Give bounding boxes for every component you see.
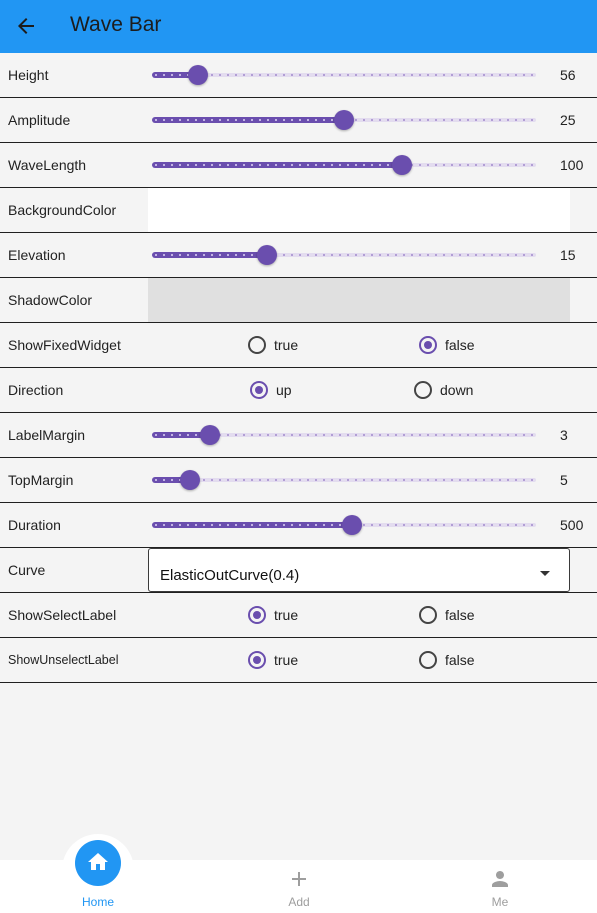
setting-label: TopMargin xyxy=(8,472,74,488)
slider-thumb[interactable] xyxy=(180,470,200,490)
setting-label: Curve xyxy=(8,562,46,578)
setting-row-amplitude xyxy=(0,98,597,143)
page-title: Wave Bar xyxy=(70,13,162,36)
setting-value: 500 xyxy=(560,517,584,533)
setting-row-duration xyxy=(0,503,597,548)
radio-label-true: true xyxy=(274,652,299,668)
radio-label-false: false xyxy=(445,652,475,668)
nav-item-home[interactable] xyxy=(75,840,121,886)
duration-slider[interactable] xyxy=(152,503,536,547)
setting-value: 25 xyxy=(560,112,576,128)
top-margin-slider[interactable] xyxy=(152,458,536,502)
setting-row-background-color xyxy=(0,188,597,233)
radio-label-down: down xyxy=(440,382,474,398)
radio-button-true[interactable] xyxy=(248,336,266,354)
setting-label: Duration xyxy=(8,517,61,533)
height-slider[interactable] xyxy=(152,53,536,97)
caret-down-icon xyxy=(540,571,550,576)
person-icon[interactable] xyxy=(488,867,512,891)
radio-button-false[interactable] xyxy=(419,651,437,669)
nav-label-home[interactable]: Home xyxy=(81,895,114,909)
slider-fill-ticks xyxy=(152,119,344,121)
slider-thumb[interactable] xyxy=(257,245,277,265)
slider-thumb[interactable] xyxy=(392,155,412,175)
setting-row-top-margin xyxy=(0,458,597,503)
radio-label-true: true xyxy=(274,607,299,623)
label-margin-slider[interactable] xyxy=(152,413,536,457)
setting-label: BackgroundColor xyxy=(8,202,117,218)
setting-value: 15 xyxy=(560,247,576,263)
setting-row-curve xyxy=(0,548,597,593)
radio-label-up: up xyxy=(276,382,292,398)
radio-label-true: true xyxy=(274,337,299,353)
home-icon xyxy=(86,850,110,874)
radio-button-up[interactable] xyxy=(250,381,268,399)
radio-label-false: false xyxy=(445,337,475,353)
setting-label: Direction xyxy=(8,382,64,398)
setting-row-elevation xyxy=(0,233,597,278)
setting-label: Height xyxy=(8,67,49,83)
radio-button-true[interactable] xyxy=(248,651,266,669)
setting-row-show-fixed-widget xyxy=(0,323,597,368)
wavelength-slider[interactable] xyxy=(152,143,536,187)
setting-value: 3 xyxy=(560,427,568,443)
setting-value: 56 xyxy=(560,67,576,83)
setting-label: ShadowColor xyxy=(8,292,93,308)
amplitude-slider[interactable] xyxy=(152,98,536,142)
app-bar xyxy=(0,0,597,53)
slider-fill-ticks xyxy=(152,254,267,256)
setting-row-show-unselect-label xyxy=(0,638,597,683)
slider-ticks xyxy=(152,479,536,481)
radio-button-false[interactable] xyxy=(419,606,437,624)
slider-thumb[interactable] xyxy=(334,110,354,130)
radio-button-false[interactable] xyxy=(419,336,437,354)
setting-label: Elevation xyxy=(8,247,66,263)
background-color-swatch[interactable] xyxy=(148,188,570,232)
slider-ticks xyxy=(152,74,536,76)
setting-row-label-margin xyxy=(0,413,597,458)
radio-button-true[interactable] xyxy=(248,606,266,624)
setting-row-direction xyxy=(0,368,597,413)
setting-value: 5 xyxy=(560,472,568,488)
elevation-slider[interactable] xyxy=(152,233,536,277)
setting-label: ShowUnselectLabel xyxy=(8,653,119,667)
setting-label: LabelMargin xyxy=(8,427,86,443)
slider-thumb[interactable] xyxy=(342,515,362,535)
slider-fill-ticks xyxy=(152,164,402,166)
setting-row-shadow-color xyxy=(0,278,597,323)
setting-label: ShowFixedWidget xyxy=(8,337,121,353)
radio-label-false: false xyxy=(445,607,475,623)
slider-fill-ticks xyxy=(152,524,352,526)
setting-label: WaveLength xyxy=(8,157,87,173)
setting-value: 100 xyxy=(560,157,584,173)
arrow-left-icon[interactable] xyxy=(14,14,38,38)
setting-row-show-select-label xyxy=(0,593,597,638)
settings-list xyxy=(0,53,597,683)
setting-row-height xyxy=(0,53,597,98)
nav-label-me[interactable]: Me xyxy=(491,895,509,909)
setting-label: ShowSelectLabel xyxy=(8,607,117,623)
curve-dropdown-value: ElasticOutCurve(0.4) xyxy=(160,567,300,584)
curve-dropdown[interactable] xyxy=(148,548,570,592)
slider-thumb[interactable] xyxy=(188,65,208,85)
radio-button-down[interactable] xyxy=(414,381,432,399)
nav-label-add[interactable]: Add xyxy=(288,895,310,909)
shadow-color-swatch[interactable] xyxy=(148,278,570,322)
setting-label: Amplitude xyxy=(8,112,71,128)
setting-row-wavelength xyxy=(0,143,597,188)
slider-thumb[interactable] xyxy=(200,425,220,445)
plus-icon[interactable] xyxy=(287,867,311,891)
